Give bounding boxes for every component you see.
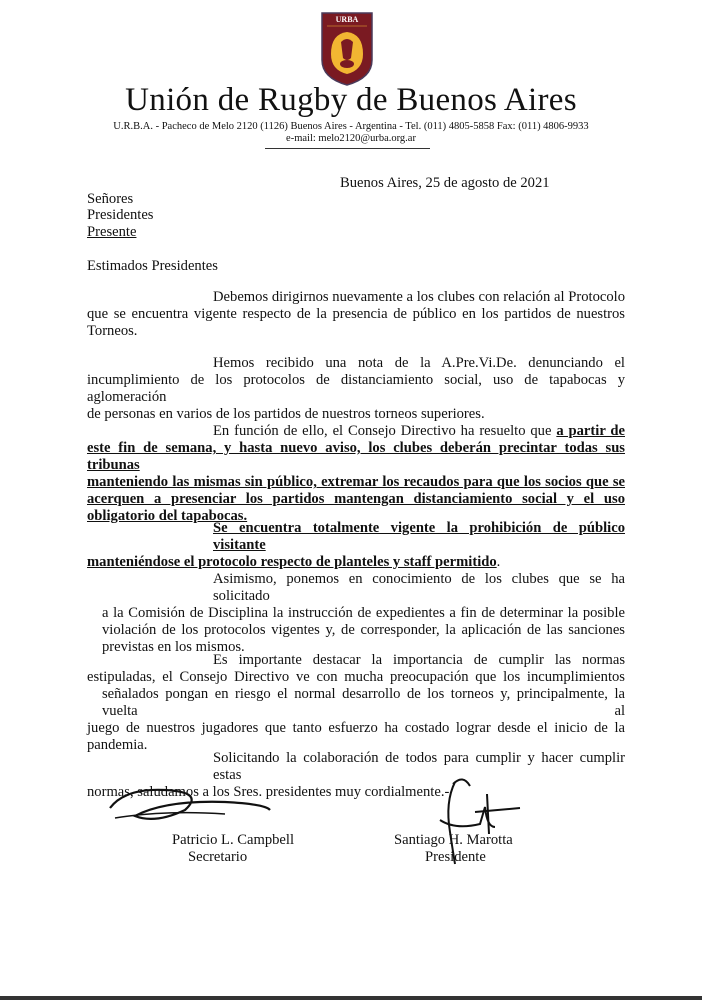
text-line: Torneos.: [87, 323, 138, 339]
letter-date: Buenos Aires, 25 de agosto de 2021: [340, 175, 550, 191]
paragraph-2: [87, 355, 625, 423]
divider: [265, 148, 430, 149]
text-span: En función de ello, el Consejo Directivo ha resuelto que: [213, 423, 557, 439]
paragraph-6: [87, 652, 625, 754]
text-line: estipuladas, el Consejo Directivo ve con mucha preocupación que los incumplimientos: [87, 669, 625, 685]
text-line: previstas en los mismos.: [102, 639, 245, 655]
text-line: [213, 423, 625, 440]
text-line: Asimismo, ponemos en conocimiento de los clubes que se ha solicitado: [213, 571, 625, 604]
signer-name: Santiago H. Marotta: [394, 832, 513, 848]
text-line: a la Comisión de Disciplina la instrucción de expedientes a fin de determinar la posible: [102, 605, 625, 621]
text-line: normas, saludamos a los Sres. presidentes muy cordialmente.-: [87, 784, 450, 800]
recipient-line: Señores: [87, 191, 134, 207]
text-line: pandemia.: [87, 737, 148, 753]
letterhead-address: U.R.B.A. - Pacheco de Melo 2120 (1126) Buenos Aires - Argentina - Tel. (011) 4805-5858 Fax: (011) 4806-9933: [113, 121, 589, 132]
recipient-line: Presidentes: [87, 207, 154, 223]
text-line: Debemos dirigirnos nuevamente a los clubes con relación al Protocolo: [213, 289, 625, 305]
text-span: .: [496, 554, 501, 570]
bold-line: acerquen a presenciar los partidos mantengan distanciamiento social y el uso: [87, 491, 625, 507]
bold-text: manteniéndose el protocolo respecto de planteles y staff permitido: [87, 554, 497, 570]
greeting: Estimados Presidentes: [87, 258, 218, 274]
text-line: señalados pongan en riesgo el normal desarrollo de los torneos y, principalmente, la vuelta al: [102, 686, 625, 719]
bold-line: manteniendo las mismas sin público, extremar los recaudos para que los socios que se: [87, 474, 625, 490]
signature-campbell: [105, 780, 275, 830]
recipient-line: Presente: [87, 224, 137, 240]
signer-role: Secretario: [188, 849, 248, 865]
text-line: [87, 554, 625, 571]
page-edge: [0, 996, 702, 1000]
signer-role: Presidente: [425, 849, 486, 865]
text-line: Hemos recibido una nota de la A.Pre.Vi.De. denunciando el: [213, 355, 625, 371]
text-line: incumplimiento de los protocolos de distanciamiento social, uso de tapabocas y aglomeración: [87, 372, 625, 405]
urba-logo: [321, 12, 373, 86]
bold-line: este fin de semana, y hasta nuevo aviso, los clubes deberán precintar todas sus tribunas: [87, 440, 625, 473]
text-line: juego de nuestros jugadores que tanto esfuerzo ha costado lograr desde el inicio de la: [87, 720, 625, 736]
text-line: de personas en varios de los partidos de nuestros torneos superiores.: [87, 406, 485, 422]
letterhead-email: e-mail: melo2120@urba.org.ar: [286, 133, 416, 144]
bold-line: Se encuentra totalmente vigente la prohibición de público visitante: [213, 520, 625, 553]
svg-text:URBA: URBA: [335, 15, 359, 24]
paragraph-5: [102, 571, 625, 656]
text-line: Es importante destacar la importancia de cumplir las normas: [213, 652, 625, 668]
paragraph-4: [87, 520, 625, 571]
paragraph-1: [87, 289, 625, 340]
text-line: que se encuentra vigente respecto de la presencia de público en los partidos de nuestros: [87, 306, 625, 322]
text-line: Solicitando la colaboración de todos para cumplir y hacer cumplir estas: [213, 750, 625, 783]
letterhead-title: Unión de Rugby de Buenos Aires: [125, 82, 577, 118]
paragraph-3: [87, 423, 625, 525]
signer-name: Patricio L. Campbell: [172, 832, 294, 848]
text-line: violación de los protocolos vigentes y, de corresponder, la aplicación de las sanciones: [102, 622, 625, 638]
bold-line: obligatorio del tapabocas.: [87, 508, 248, 524]
bold-text: a partir de: [556, 423, 625, 439]
